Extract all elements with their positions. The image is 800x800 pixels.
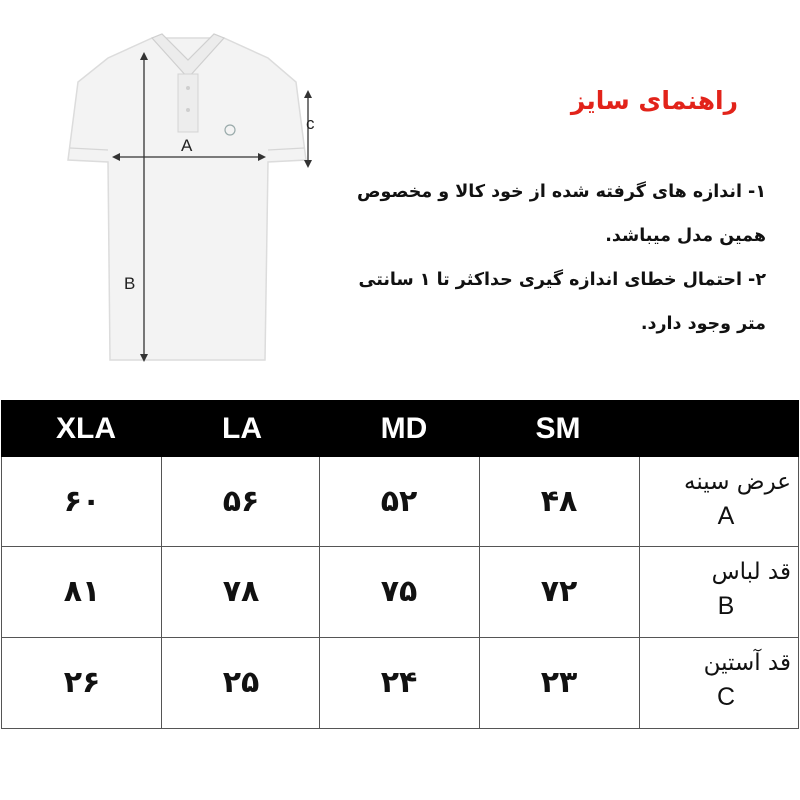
note-2-line-2: متر وجود دارد.: [640, 314, 766, 334]
table-border-bottom: [1, 728, 799, 729]
row-letter: B: [717, 592, 735, 620]
cell-sleeve-sm: ۲۳: [540, 665, 578, 700]
table-border-left: [1, 457, 2, 729]
polo-shirt-illustration: [60, 30, 330, 370]
size-header-xla: XLA: [56, 412, 116, 445]
row-name: قد آستین: [703, 650, 791, 676]
table-header: [1, 400, 799, 457]
size-table: [1, 400, 799, 729]
row-name: قد لباس: [711, 559, 791, 585]
shirt-diagram: [60, 30, 330, 370]
size-header-md: MD: [380, 412, 428, 445]
cell-length-sm: ۷۲: [540, 574, 578, 609]
size-guide-title: راهنمای سایز: [570, 86, 738, 115]
note-1-line-2: همین مدل میباشد.: [605, 226, 766, 246]
table-border-right: [798, 457, 799, 729]
row-name: عرض سینه: [683, 469, 791, 495]
cell-chest-md: ۵۲: [380, 484, 418, 519]
cell-chest-sm: ۴۸: [540, 484, 578, 519]
column-divider: [639, 457, 640, 729]
row-label-length: [641, 547, 791, 637]
cell-sleeve-md: ۲۴: [380, 665, 418, 700]
cell-sleeve-xla: ۲۶: [63, 665, 101, 700]
row-letter: C: [716, 683, 736, 711]
note-2-line-1: ۲- احتمال خطای اندازه گیری حداکثر تا ۱ سانتی: [358, 270, 766, 290]
cell-sleeve-la: ۲۵: [222, 665, 260, 700]
note-1-line-1: ۱- اندازه های گرفته شده از خود کالا و مخصوص: [356, 182, 766, 202]
cell-chest-xla: ۶۰: [63, 484, 101, 519]
size-guide-notes: [322, 170, 766, 346]
size-header-la: LA: [222, 412, 262, 445]
measurement-label-a: A: [181, 136, 193, 155]
cell-chest-la: ۵۶: [222, 484, 260, 519]
row-label-sleeve: [641, 638, 791, 728]
size-header-sm: SM: [535, 412, 581, 445]
cell-length-xla: ۸۱: [63, 574, 101, 609]
measurement-label-b: B: [124, 274, 136, 293]
measurement-label-c: c: [306, 114, 315, 133]
cell-length-la: ۷۸: [222, 574, 260, 609]
row-letter: A: [717, 502, 735, 530]
cell-length-md: ۷۵: [380, 574, 418, 609]
row-label-chest: [641, 457, 791, 547]
